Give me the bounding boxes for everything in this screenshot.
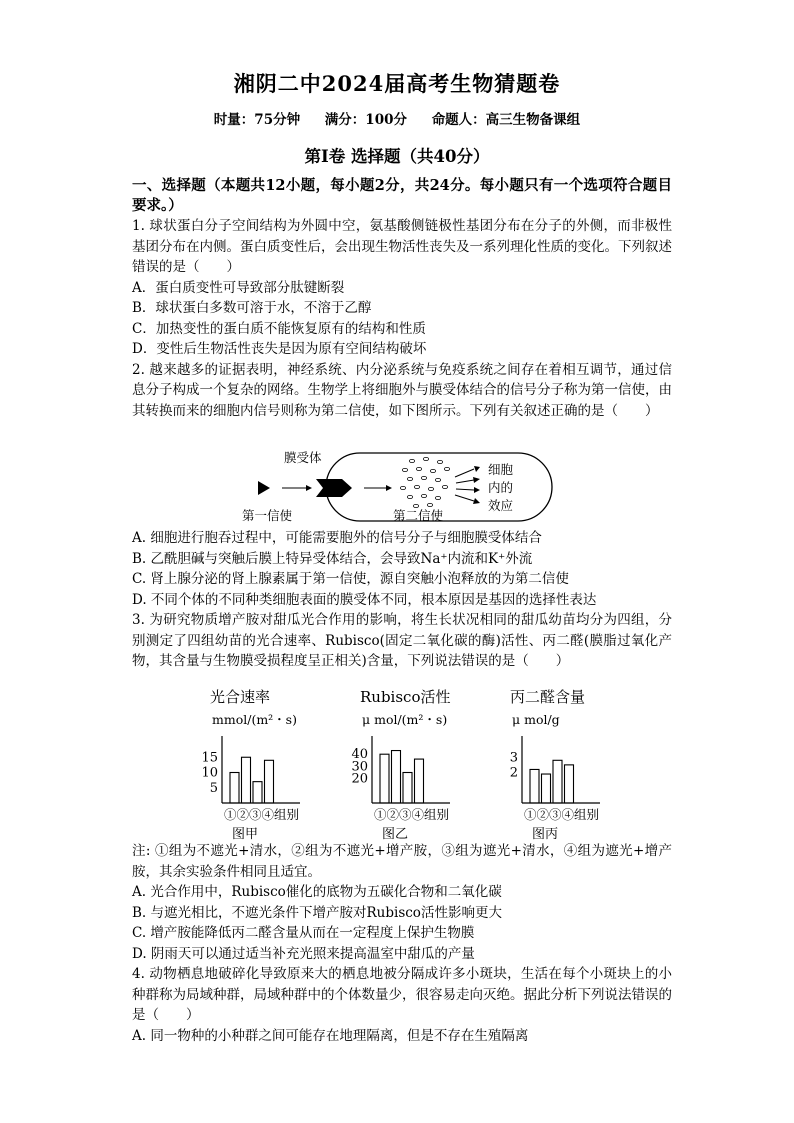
effect-label-3: 效应: [488, 498, 514, 513]
chart2-bar-2: [392, 751, 401, 803]
chart2-ytick-1: 30: [351, 759, 368, 775]
receptor-shape: [316, 479, 352, 497]
chart1-ylabel: mmol/(m²・s): [212, 712, 297, 727]
chart1-bar-1: [230, 773, 239, 804]
chart1-bar-3: [253, 782, 262, 803]
q2-option-c: C. 肾上腺分泌的肾上腺素属于第一信使，源自突触小泡释放的为第二信使: [132, 571, 569, 587]
effect-label-1: 细胞: [488, 462, 514, 477]
block-middle: [132, 528, 672, 672]
chart3-ytick-0: 2: [509, 765, 518, 781]
chart3-bar-4: [565, 765, 574, 803]
q2-option-b: B. 乙酰胆碱与突触后膜上特异受体结合，会导致Na⁺内流和K⁺外流: [132, 550, 533, 567]
section-title: 第I卷 选择题（共40分）: [304, 147, 490, 166]
exam-meta: [0, 108, 794, 128]
arrow-1-head: [306, 485, 312, 491]
exam-title: 湘阴二中2024届高考生物猜题卷: [233, 71, 561, 96]
chart2-ylabel: μ mol/(m²・s): [362, 712, 448, 727]
effect-label-2: 内的: [488, 480, 514, 495]
first-messenger-label: 第一信使: [242, 508, 293, 523]
chart2-xlabel: ①②③④组别: [374, 807, 450, 822]
second-messenger-label: 第二信使: [393, 508, 444, 523]
q2-stem: 2. 越来越多的证据表明，神经系统、内分泌系统与免疫系统之间存在着相互调节，通过信息分子构成一个复杂的网络。生物学上将细胞外与膜受体结合的信号分子称为第一信使，由其转换而来的细胞内信号则称为第二信使，如下图所示。下列有关叙述正确的是（ ）: [132, 361, 672, 419]
second-messenger-dots: [400, 457, 449, 507]
q4-stem: 4. 动物栖息地破碎化导致原来大的栖息地被分隔成许多小斑块，生活在每个小斑块上的小种群称为局域种群，局域种群中的个体数量少，很容易走向灭绝。据此分析下列说法错误的是（ ）: [132, 966, 672, 1023]
q2-option-a: A. 细胞进行胞吞过程中，可能需要胞外的信号分子与细胞膜受体结合: [132, 530, 542, 546]
chart2-bar-4: [415, 759, 424, 803]
q3-stem: 3. 为研究物质增产胺对甜瓜光合作用的影响，将生长状况相同的甜瓜幼苗均分为四组，分别测定了四组幼苗的光合速率、Rubisco(固定二氧化碳的酶)活性、丙二醛(膜脂过氧化产物，其含量与生物膜受损程度呈正相关)含量，下列说法错误的是（ ）: [132, 612, 672, 669]
chart1-caption: 图甲: [232, 827, 259, 842]
chart2-bar-1: [380, 754, 389, 803]
receptor-label: 膜受体: [284, 450, 322, 465]
chart1-ytick-2: 15: [201, 750, 218, 766]
q3-option-a: A. 光合作用中，Rubisco催化的底物为五碳化合物和二氧化碳: [132, 884, 502, 900]
q4-option-a: A. 同一物种的小种群之间可能存在地理隔离，但是不存在生殖隔离: [132, 1027, 529, 1044]
chart2-ytick-2: 40: [351, 747, 368, 763]
arrow-2-head: [386, 485, 392, 491]
chart1-title: 光合速率: [210, 688, 271, 706]
chart2-caption: 图乙: [382, 827, 409, 842]
chart3-bar-1: [530, 769, 539, 803]
chart1-ytick-0: 5: [209, 780, 218, 796]
exam-author: 命题人：高三生物备课组: [431, 112, 581, 128]
q3-option-b: B. 与遮光相比，不遮光条件下增产胺对Rubisco活性影响更大: [132, 904, 502, 921]
chart1-xlabel: ①②③④组别: [224, 807, 300, 822]
chart3-ytick-1: 3: [509, 750, 518, 766]
chart3-ylabel: μ mol/g: [512, 712, 560, 727]
q1-option-a: A．蛋白质变性可导致部分肽键断裂: [132, 279, 345, 296]
q3-note: 注: ①组为不遮光+清水，②组为不遮光+增产胺，③组为遮光+清水，④组为遮光+增产胺，其余实验条件相同且适宜。: [132, 843, 672, 880]
block-lower: [132, 841, 672, 1046]
chart3-bar-2: [542, 774, 551, 803]
q3-option-d: D. 阴雨天可以通过适当补充光照来提高温室中甜瓜的产量: [132, 945, 475, 962]
part-heading: 一、选择题（本题共12小题，每小题2分，共24分。每小题只有一个选项符合题目要求。）: [132, 177, 672, 214]
first-messenger-shape: [258, 481, 270, 495]
chart1-bar-4: [265, 760, 274, 803]
chart3-title: 丙二醛含量: [510, 688, 586, 706]
exam-time: 时量：75分钟: [213, 112, 301, 128]
chart1-bar-2: [242, 757, 251, 803]
chart3-caption: 图丙: [532, 827, 559, 842]
q1-option-d: D．变性后生物活性丧失是因为原有空间结构破坏: [132, 341, 427, 357]
chart3-xlabel: ①②③④组别: [524, 807, 600, 822]
q1-option-b: B．球状蛋白多数可溶于水，不溶于乙醇: [132, 300, 372, 316]
signal-diagram: [242, 447, 560, 525]
q1-option-c: C．加热变性的蛋白质不能恢复原有的结构和性质: [132, 320, 426, 337]
chart2-title: Rubisco活性: [360, 688, 451, 706]
chart2-bar-3: [403, 773, 412, 804]
effect-arrows: [455, 466, 480, 504]
chart3-bar-3: [553, 760, 562, 803]
q2-option-d: D. 不同个体的不同种类细胞表面的膜受体不同，根本原因是基因的选择性表达: [132, 591, 597, 608]
exam-score: 满分：100分: [324, 112, 407, 128]
q3-option-c: C. 增产胺能降低丙二醛含量从而在一定程度上保护生物膜: [132, 925, 475, 941]
chart2-ytick-0: 20: [351, 771, 368, 787]
chart1-ytick-1: 10: [201, 765, 218, 781]
q1-stem: 1. 球状蛋白分子空间结构为外圆中空，氨基酸侧链极性基团分布在分子的外侧，而非极性基团分布在内侧。蛋白质变性后，会出现生物活性丧失及一系列理化性质的变化。下列叙述错误的是（ ）: [132, 218, 672, 275]
q3-charts: [180, 680, 630, 840]
block-upper: [132, 176, 672, 421]
